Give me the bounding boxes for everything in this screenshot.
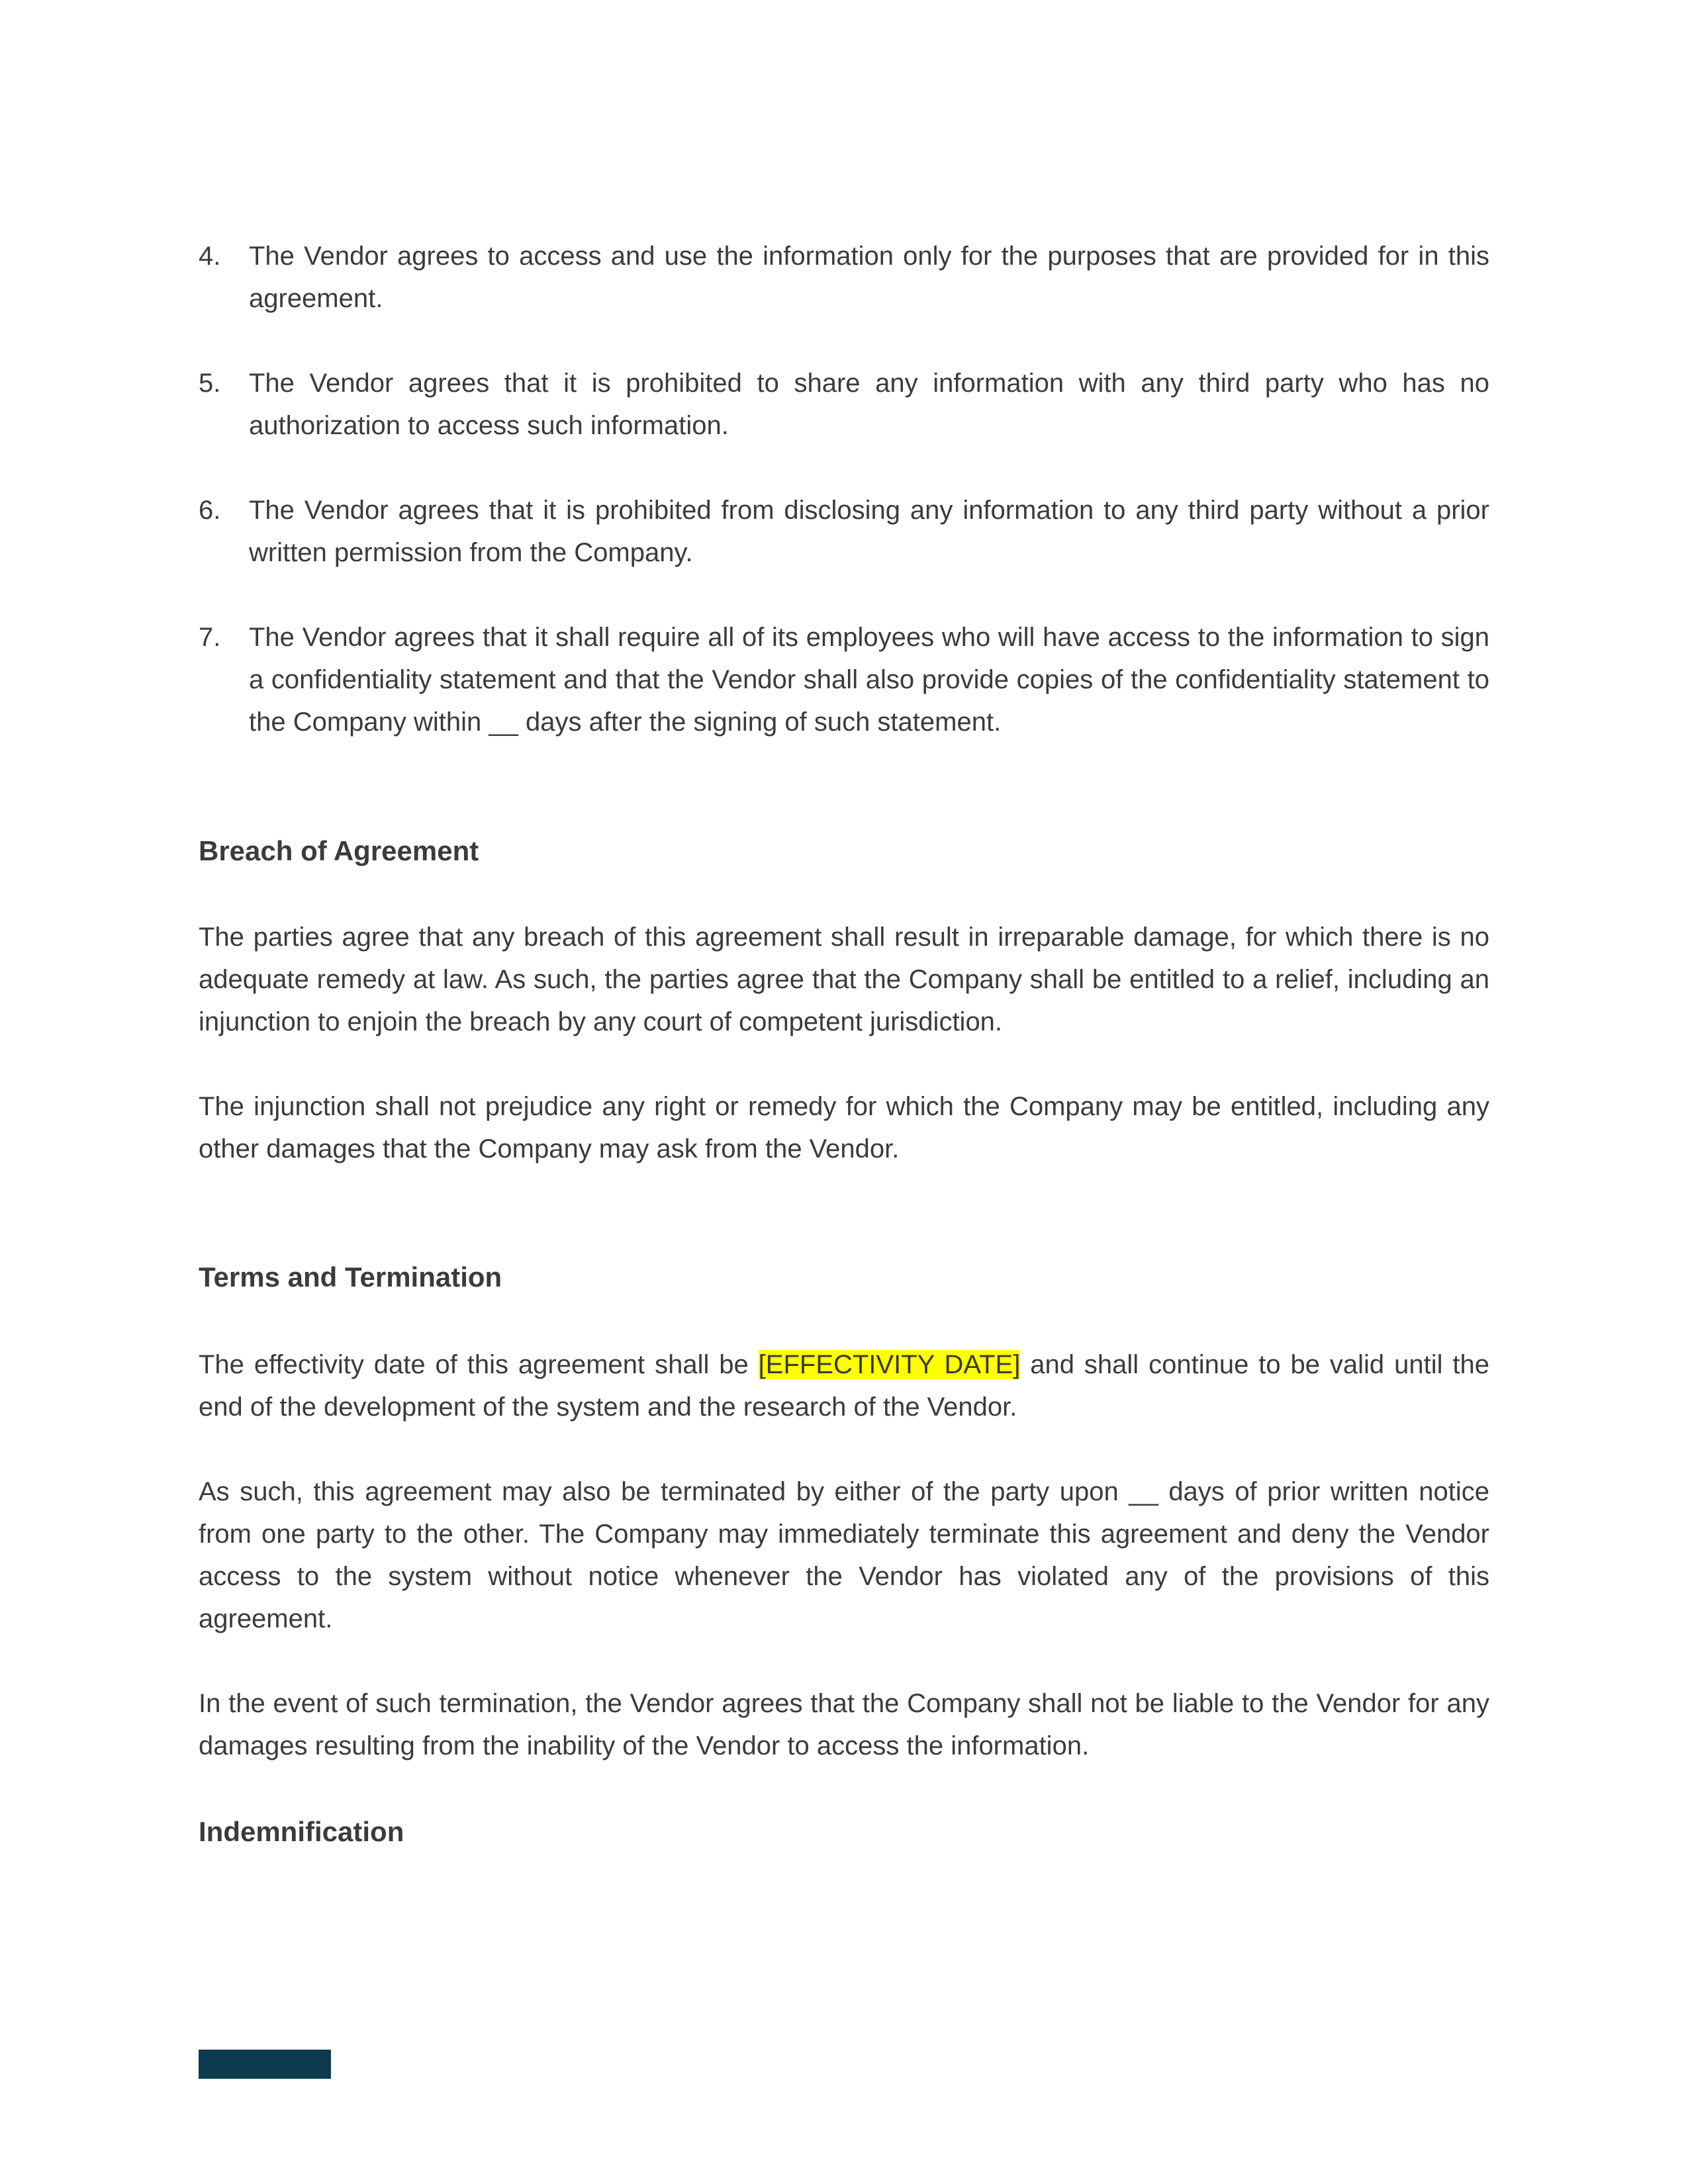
list-item (199, 362, 1489, 447)
document-page (199, 235, 1489, 1853)
list-item-number: 4. (199, 242, 221, 271)
list-item (199, 235, 1489, 320)
list-item (199, 616, 1489, 743)
list-item-number: 6. (199, 496, 221, 525)
list-item-number: 5. (199, 369, 221, 398)
effectivity-date-placeholder: [EFFECTIVITY DATE] (758, 1350, 1021, 1379)
breach-paragraph-1: The parties agree that any breach of this agreement shall result in irreparable damage, for which there is no adequate remedy at law. As such, the parties agree that the Company shall be entitled to a relief, including an injunction to enjoin the breach by any court of competent jurisdiction. (199, 923, 1489, 1036)
indemnification-heading: Indemnification (199, 1816, 404, 1847)
numbered-list (199, 235, 1489, 743)
terms-heading: Terms and Termination (199, 1261, 502, 1293)
terms-paragraph-3: In the event of such termination, the Vendor agrees that the Company shall not be liable to the Vendor for any damages resulting from the inability of the Vendor to access the information. (199, 1689, 1489, 1760)
terms-paragraph-1 (199, 1343, 1489, 1428)
list-item-text: The Vendor agrees that it is prohibited to share any information with any third party who has no authorization to access such information. (249, 369, 1489, 440)
list-item-text: The Vendor agrees to access and use the information only for the purposes that are provided for in this agreement. (249, 242, 1489, 313)
terms-paragraph-2: As such, this agreement may also be terminated by either of the party upon __ days of prior written notice from one party to the other. The Company may immediately terminate this agreement and deny the Vendor access to the system without notice whenever the Vendor has violated any of the provisions of this agreement. (199, 1477, 1489, 1633)
breach-paragraph-2: The injunction shall not prejudice any right or remedy for which the Company may be entitled, including any other damages that the Company may ask from the Vendor. (199, 1092, 1489, 1163)
breach-heading: Breach of Agreement (199, 835, 479, 866)
list-item-number: 7. (199, 623, 221, 652)
terms-paragraph-1-end: and shall continue to be valid until the end of the development of the system and the research of the Vendor. (199, 1350, 1489, 1422)
terms-paragraph-1-start: The effectivity date of this agreement shall be (199, 1350, 759, 1379)
footer-accent-bar (199, 2050, 331, 2079)
list-item-text: The Vendor agrees that it is prohibited from disclosing any information to any third party without a prior written permission from the Company. (249, 496, 1489, 567)
list-item-text: The Vendor agrees that it shall require all of its employees who will have access to the information to sign a confidentiality statement and that the Vendor shall also provide copies of the confidentiality statement to the Company within __ days after the signing of such statement. (249, 623, 1489, 737)
list-item (199, 489, 1489, 574)
